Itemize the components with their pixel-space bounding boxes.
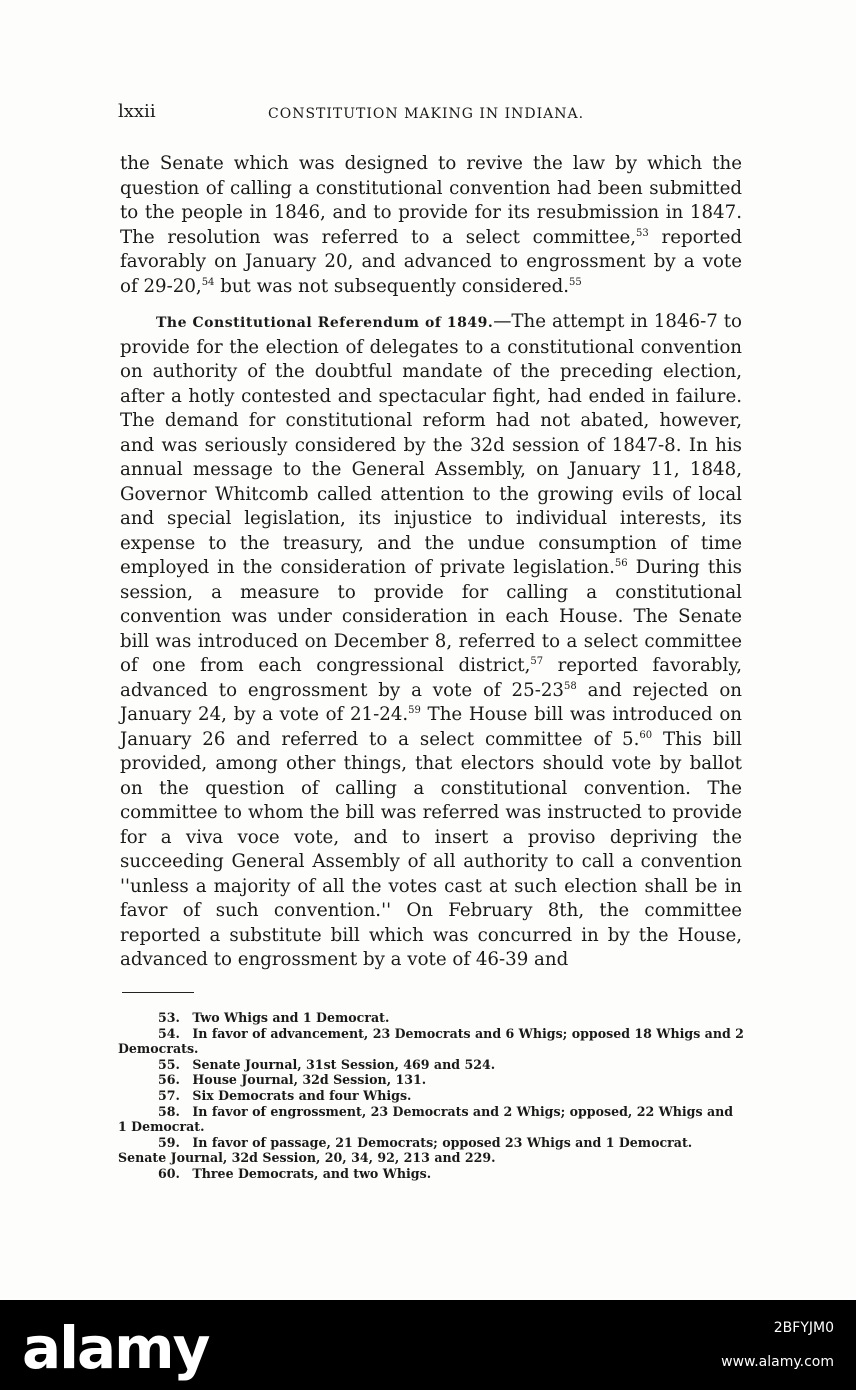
footnote-number: 55. <box>158 1056 180 1072</box>
body-text <box>120 152 742 973</box>
footnote-ref-56: 56 <box>614 558 628 569</box>
footnote-text: In favor of engrossment, 23 Democrats and 2 Whigs; opposed, 22 Whigs and 1 Democrat. <box>118 1103 734 1135</box>
footnote-text: In favor of advancement, 23 Democrats and 6 Whigs; opposed 18 Whigs and 2 Democrats. <box>118 1025 744 1057</box>
watermark-banner <box>0 1300 856 1390</box>
footnote-text: Six Democrats and four Whigs. <box>192 1087 412 1103</box>
footnote <box>118 1104 744 1135</box>
text-run: the Senate which was designed to revive the law by which the question of calling a constitutional convention had been submitted to the people in 1846, and to provide for its resubmission in 1847. The resolution was referred to a select committee, <box>120 153 742 248</box>
site-url: www.alamy.com <box>721 1354 834 1370</box>
footnote-number: 58. <box>158 1103 180 1119</box>
page-number: lxxii <box>118 101 156 122</box>
footnote-number: 53. <box>158 1010 180 1025</box>
footnote-text: In favor of passage, 21 Democrats; opposed 23 Whigs and 1 Democrat. Senate Journal, 32d Session, 20, 34, 92, 213 and 229. <box>118 1134 693 1166</box>
footnote <box>118 1135 744 1166</box>
alamy-logo: alamy <box>22 1314 209 1382</box>
footnote-ref-58: 58 <box>563 680 577 692</box>
footnote <box>118 1166 744 1182</box>
paragraph-1 <box>120 152 742 299</box>
page-header <box>118 101 740 128</box>
text-run: The House bill was introduced on January 26 and referred to a select committee of 5. <box>120 704 742 750</box>
text-run: and rejected on January 24, by a vote of 21-24. <box>120 679 742 725</box>
footnote-text: Two Whigs and 1 Democrat. <box>192 1010 390 1025</box>
footnote-ref-54: 54 <box>201 276 215 288</box>
footnote-number: 57. <box>158 1087 180 1103</box>
footnote-ref-59: 59 <box>408 705 421 716</box>
footnote-number: 56. <box>158 1072 180 1088</box>
footnote-ref-55: 55 <box>569 276 582 288</box>
footnote-divider <box>122 992 194 993</box>
footnote-text: Senate Journal, 31st Session, 469 and 524. <box>192 1056 496 1072</box>
footnote <box>118 1057 744 1073</box>
footnote-ref-57: 57 <box>530 656 544 667</box>
footnote-text: Three Democrats, and two Whigs. <box>192 1165 432 1181</box>
footnote-number: 59. <box>158 1134 180 1150</box>
footnote-ref-53: 53 <box>636 227 649 239</box>
text-run: —The attempt in 1846-7 to provide for the election of delegates to a constitutional convention on authority of the doubtful mandate of the preceding election, after a hotly contested and spectacular fight, had ended in failure. The demand for constitutional reform had not abated, however, and was seriously considered by the 32d session of 1847-8. In his annual message to the General Assembly, on January 11, 1848, Governor Whitcomb called attention to the growing evils of local and special legislation, its injustice to individual interests, its expense to the treasury, and the undue consumption of time employed in the consideration of private legislation. <box>120 311 742 578</box>
text-run: This bill provided, among other things, that electors should vote by ballot on the question of calling a constitutional convention. The committee to whom the bill was referred was instructed to provide for a viva voce vote, and to insert a proviso depriving the succeeding General Assembly of all authority to call a convention ''unless a majority of all the votes cast at such election shall be in favor of such convention.'' On February 8th, the committee reported a substitute bill which was concurred in by the House, advanced to engrossment by a vote of 46-39 and <box>120 728 742 970</box>
footnote <box>118 1026 744 1057</box>
text-run: reported favorably, advanced to engrossment by a vote of 25-23 <box>120 655 742 701</box>
section-heading: The Constitutional Referendum of 1849. <box>156 315 494 331</box>
footnote-ref-60: 60 <box>639 729 653 741</box>
paragraph-2 <box>120 310 742 973</box>
footnote-number: 54. <box>158 1025 180 1041</box>
image-code: 2BFYJM0 <box>773 1320 834 1336</box>
text-run: but was not subsequently considered. <box>214 275 570 297</box>
running-title: CONSTITUTION MAKING IN INDIANA. <box>268 106 585 122</box>
footnote-text: House Journal, 32d Session, 131. <box>192 1072 427 1088</box>
footnotes <box>118 1010 744 1182</box>
text-run: reported favorably on January 20, and advanced to engrossment by a vote of 29-20, <box>120 226 742 297</box>
footnote-number: 60. <box>158 1165 180 1181</box>
text-run: During this session, a measure to provide for calling a constitutional convention was under consideration in each House. The Senate bill was introduced on December 8, referred to a select committee of one from each congressional district, <box>120 557 742 676</box>
footnote <box>118 1010 744 1026</box>
footnote <box>118 1072 744 1088</box>
footnote <box>118 1088 744 1104</box>
